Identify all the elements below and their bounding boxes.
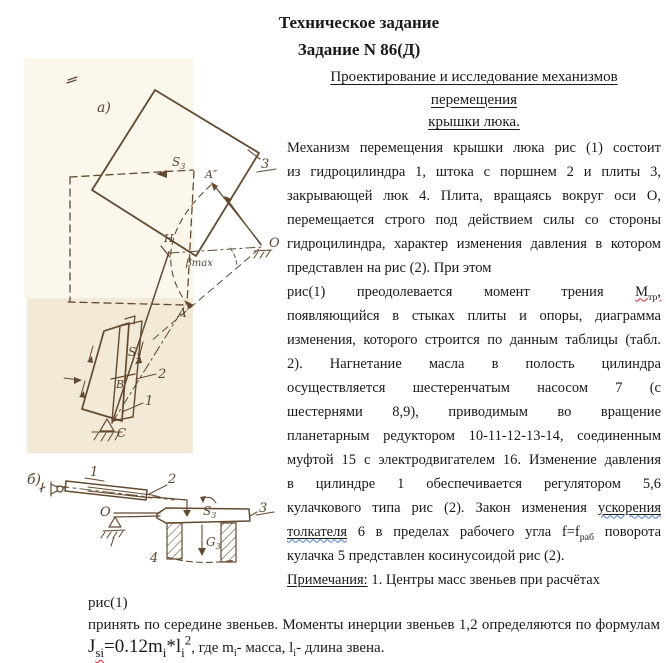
s3-label: $S_3$: [172, 155, 186, 171]
body-line: кулачка 5 представлен косинусоидой рис (2).: [287, 547, 565, 564]
formula-sub-i: i: [162, 644, 167, 660]
beta-max-label: βmax: [186, 258, 213, 269]
underlined-word: [598, 500, 661, 516]
body-line: Механизм перемещения крышки люка рис (1) состоит: [287, 139, 661, 156]
figure-a-tag: а): [97, 100, 111, 116]
body-line: [287, 568, 661, 592]
hatch-block-right: [221, 523, 236, 562]
part-1-label-b: 1: [90, 465, 99, 480]
part-2-label: 2: [158, 367, 167, 382]
pivot-o-b-ground: [101, 530, 125, 538]
body-line-text: 1. Центры масс звеньев при расчётах: [371, 571, 600, 588]
scan-patch-top: [24, 58, 194, 298]
m-subscript: тр: [648, 291, 658, 303]
point-h-label: H: [164, 232, 174, 245]
body-line: [287, 496, 661, 520]
g3-arrowhead: [198, 548, 206, 556]
formula-sub-i: i: [233, 648, 237, 659]
lever-o-edge: [226, 198, 261, 245]
s3-label-b: $S_3$: [203, 504, 217, 520]
subject-heading-line3: крышки люка.: [428, 114, 520, 130]
grammarcheck-word: толкателя: [287, 523, 348, 540]
text-column: [287, 66, 661, 592]
part-3-label: 3: [261, 157, 270, 172]
s3-rotation-arrowhead: [200, 496, 206, 503]
body-line: 2). Нагнетание масла в полость цилиндра: [287, 355, 661, 372]
part-1-label: 1: [145, 394, 154, 409]
f-subscript: раб: [579, 531, 595, 543]
tick-mark-2: [111, 537, 114, 546]
body-line-text: рис(1) преодолевается момент трения: [287, 283, 604, 300]
formula-eq: =0.12m: [104, 636, 163, 657]
footer-line: принять по середине звеньев. Моменты инерции звеньев 1,2 определяются по формулам: [88, 617, 660, 633]
body-line: шестернями 8,9), приводимым во вращение: [287, 403, 661, 420]
body-text: [287, 136, 661, 592]
formula-sub-i: i: [293, 648, 297, 659]
g3-label: $G_3$: [206, 535, 221, 551]
body-line: из гидроцилиндра 1, штока с поршнем 2 и плиты 3,: [287, 163, 661, 180]
inertia-formula: [88, 632, 192, 660]
formula-rest: - масса, l: [236, 640, 294, 656]
formula-rest: , где m: [191, 640, 234, 656]
body-line: муфтой 15 с электродвигателем 16. Изменение давления: [287, 451, 661, 468]
m-base: М: [635, 283, 649, 300]
a-prime-label: A′: [178, 306, 190, 320]
formula-star: *l: [166, 636, 182, 657]
formula-rest: - длина звена.: [296, 640, 385, 656]
body-line: осуществляется шестеренчатым насосом 7 (с: [287, 379, 661, 396]
pivot-o-label-b: О: [100, 505, 111, 520]
formula-squared: 2: [184, 632, 192, 648]
body-line-text: 6 в пределах рабочего угла f=f: [357, 523, 580, 540]
point-b-label: B: [116, 378, 125, 391]
body-line: перемещается строго под действием силы со стороны: [287, 211, 661, 228]
figure-caption: рис(1): [88, 595, 128, 611]
comma: ,: [657, 283, 661, 300]
body-line: появляющийся в стыках плиты и опоры, диаграмма: [287, 307, 661, 324]
spellcheck-word: [635, 283, 661, 303]
bar-o: [114, 513, 160, 517]
a-double-prime-label: A″: [205, 168, 218, 181]
point-c-label: C: [117, 426, 127, 440]
figure-sketch: [0, 52, 292, 604]
formula-line: [88, 632, 385, 660]
part-3-label-b: 3: [259, 501, 268, 516]
part-2-label-b: 2: [168, 472, 177, 487]
cylinder-b: [65, 481, 147, 500]
document-title: Техническое задание: [278, 13, 440, 32]
beta-arc: [230, 248, 237, 266]
figure-b-drawing: [40, 478, 274, 562]
body-line: изменения, которого строится по данным таблицы (табл.: [287, 331, 661, 348]
assignment-number: Задание N 86(Д): [297, 40, 421, 59]
formula-j-subscript: si: [95, 644, 105, 660]
underlined-word: [287, 524, 347, 540]
notes-heading: Примечания:: [287, 571, 368, 588]
body-line: в цилиндре 1 обеспечивается регулятором 5,6: [287, 475, 661, 492]
pivot-o-b: [109, 517, 121, 527]
formula-j: J: [88, 636, 96, 657]
subject-heading-line1: Проектирование и исследование механизмов: [330, 69, 618, 85]
figure-b-tag: б): [27, 472, 42, 488]
formula-sub-i: i: [181, 644, 185, 660]
elbow-arrowhead: [183, 510, 191, 517]
body-line: [287, 520, 661, 544]
body-line: закрывающей люк 4. Плита, вращаясь вокруг оси О,: [287, 187, 661, 204]
body-line: представлен на рис (2). При этом: [287, 259, 492, 276]
subject-heading-line2: перемещения: [430, 91, 518, 108]
body-line-text: кулачкового типа рис (2). Закон изменения: [287, 499, 587, 516]
grammarcheck-word: ускорения: [597, 499, 661, 516]
body-line: планетарным редуктором 10-11-12-13-14, соединенным: [287, 427, 661, 444]
body-line: гидроцилиндра, характер изменения давления в котором: [287, 235, 661, 252]
pivot-o-label: O: [269, 236, 280, 251]
part-4-label-b: 4: [150, 551, 159, 566]
s2-label: $S_2$: [128, 345, 142, 361]
rod-b: [88, 487, 160, 498]
body-line: [287, 280, 661, 304]
scan-patch-mid: [27, 298, 193, 453]
body-line-text: поворота: [604, 523, 662, 540]
leader-b2: [149, 485, 167, 494]
hatch-block-left: [167, 523, 182, 559]
